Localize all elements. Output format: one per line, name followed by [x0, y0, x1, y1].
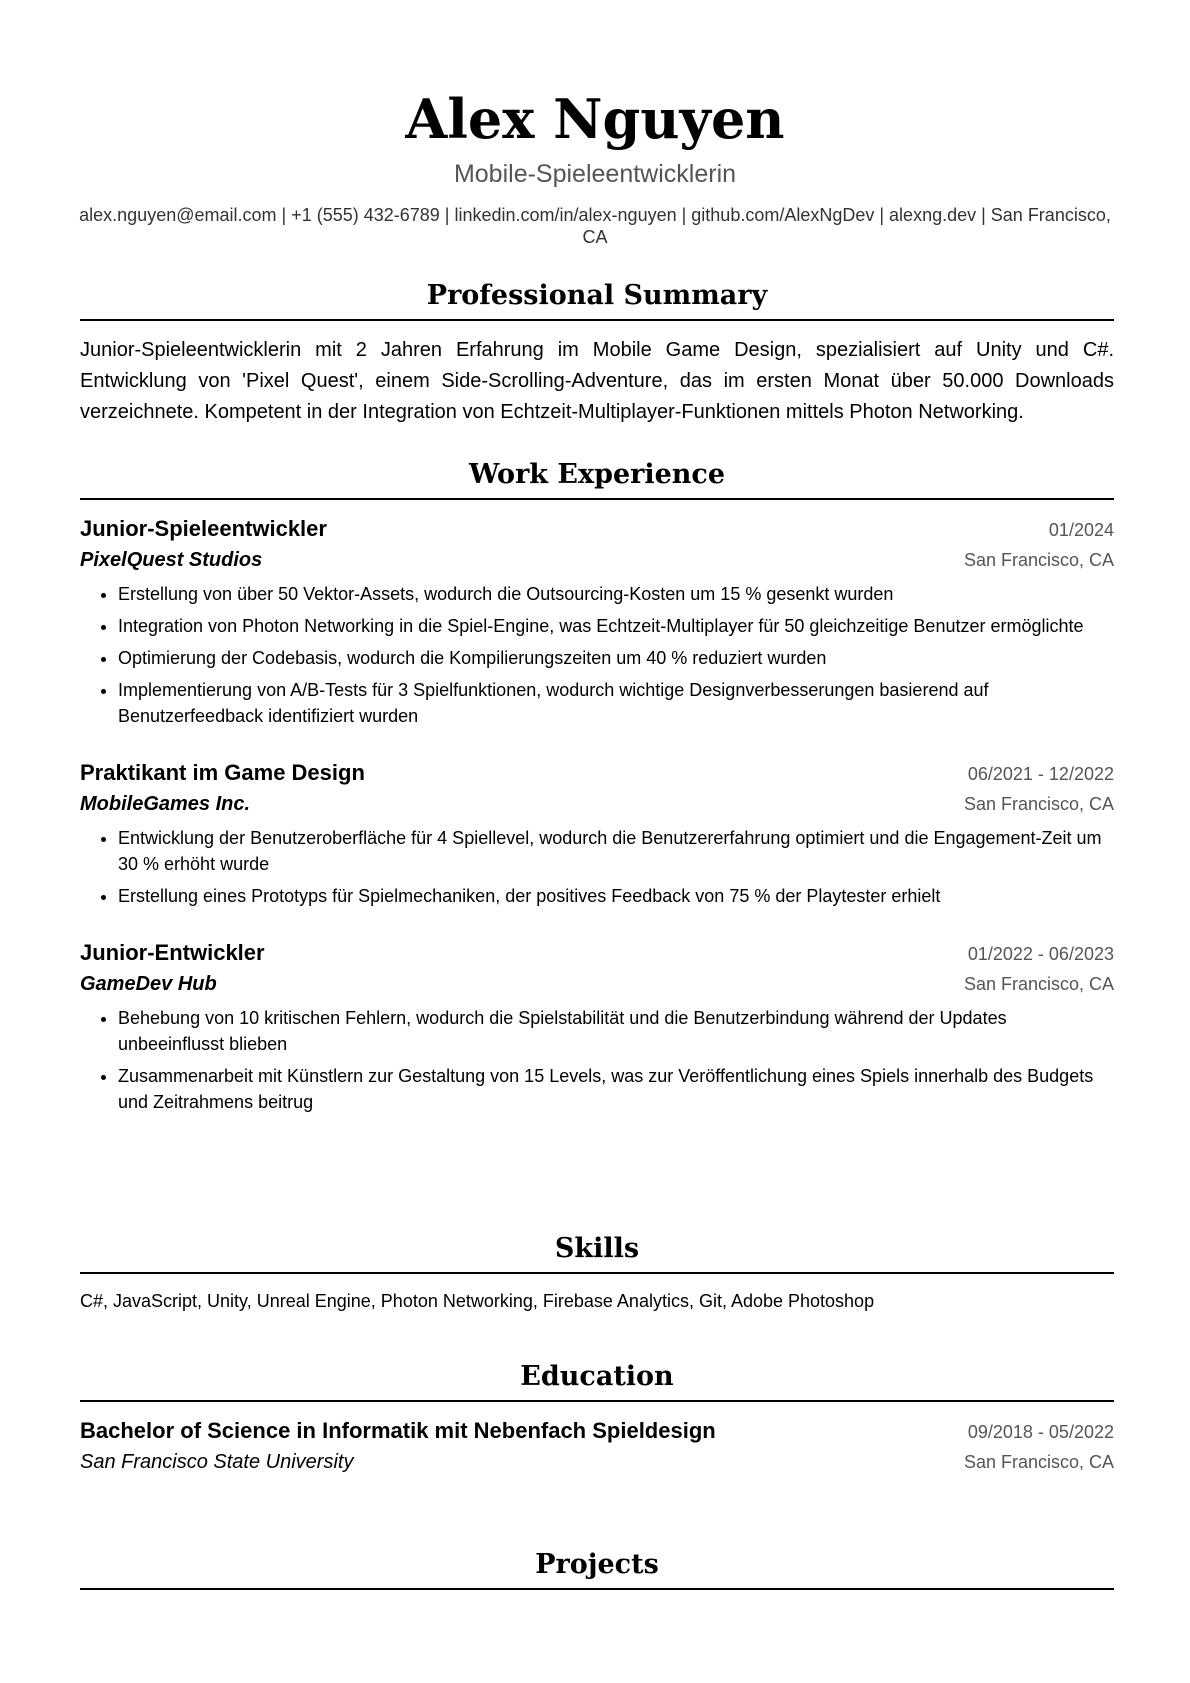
job-entry — [80, 514, 1114, 729]
job-date: 06/2021 - 12/2022 — [967, 764, 1114, 784]
job-entry — [80, 938, 1114, 1115]
job-location: San Francisco, CA — [963, 794, 1114, 814]
section-title-skills: Skills — [80, 1230, 1114, 1274]
job-entry — [80, 758, 1114, 909]
job-bullet: • Erstellung von über 50 Vektor-Assets, wodurch die Outsourcing-Kosten um 15 % gesenkt wurden — [118, 581, 1114, 607]
job-bullets — [80, 581, 1114, 729]
summary-text: Junior-Spieleentwicklerin mit 2 Jahren Erfahrung im Mobile Game Design, spezialisiert auf Unity und C#. Entwicklung von 'Pixel Quest', einem Side-Scrolling-Adventure, das im ersten Monat über 50.000 Downloads verzeichnete. Kompetent in der Integration von Echtzeit-Multiplayer-Funktionen mittels Photon Networking. — [80, 339, 1114, 423]
job-bullet: • Erstellung eines Prototyps für Spielmechaniken, der positives Feedback von 75 % der Playtester erhielt — [118, 883, 1114, 909]
candidate-name: Alex Nguyen — [405, 87, 785, 151]
job-bullets — [80, 1005, 1114, 1115]
education-entry — [80, 1416, 1114, 1477]
section-title-education: Education — [80, 1358, 1114, 1402]
section-title-projects: Projects — [80, 1546, 1114, 1590]
job-date: 01/2022 - 06/2023 — [967, 944, 1114, 964]
contact-line: alex.nguyen@email.com | +1 (555) 432-6789 | linkedin.com/in/alex-nguyen | github.com/AlexNgDev | alexng.dev | San Francisco, CA — [79, 205, 1111, 247]
resume-header — [0, 0, 1190, 248]
job-location: San Francisco, CA — [963, 974, 1114, 994]
experience-section — [80, 456, 1114, 1121]
education-location: San Francisco, CA — [963, 1452, 1114, 1472]
job-bullet: • Entwicklung der Benutzeroberfläche für 4 Spiellevel, wodurch die Benutzererfahrung optimiert und die Engagement-Zeit um 30 % erhöht wurde — [118, 825, 1114, 877]
job-title: Praktikant im Game Design — [80, 760, 365, 785]
school-name: San Francisco State University — [80, 1451, 354, 1473]
candidate-title: Mobile-Spieleentwicklerin — [453, 160, 737, 188]
job-date: 01/2024 — [1048, 520, 1114, 540]
job-title: Junior-Spieleentwickler — [80, 516, 327, 541]
skills-section — [80, 1230, 1114, 1314]
job-company: MobileGames Inc. — [80, 793, 251, 815]
job-title: Junior-Entwickler — [80, 940, 265, 965]
projects-section — [80, 1546, 1114, 1590]
education-section — [80, 1358, 1114, 1477]
job-bullet: • Integration von Photon Networking in die Spiel-Engine, was Echtzeit-Multiplayer für 50 gleichzeitige Benutzer ermöglichte — [118, 613, 1114, 639]
summary-section — [80, 277, 1114, 428]
job-bullet: • Implementierung von A/B-Tests für 3 Spielfunktionen, wodurch wichtige Designverbesserungen basierend auf Benutzerfeedback identifiziert wurden — [118, 677, 1114, 729]
job-location: San Francisco, CA — [963, 550, 1114, 570]
job-bullet: • Zusammenarbeit mit Künstlern zur Gestaltung von 15 Levels, was zur Veröffentlichung eines Spiels innerhalb des Budgets und Zeitrahmens beitrug — [118, 1063, 1114, 1115]
job-bullet: • Optimierung der Codebasis, wodurch die Kompilierungszeiten um 40 % reduziert wurden — [118, 645, 1114, 671]
job-bullet: • Behebung von 10 kritischen Fehlern, wodurch die Spielstabilität und die Benutzerbindung während der Updates unbeeinflusst blieben — [118, 1005, 1114, 1057]
degree: Bachelor of Science in Informatik mit Nebenfach Spieldesign — [80, 1418, 716, 1443]
education-date: 09/2018 - 05/2022 — [967, 1422, 1114, 1442]
section-title-summary: Professional Summary — [80, 277, 1114, 321]
job-bullets — [80, 825, 1114, 909]
skills-list: C#, JavaScript, Unity, Unreal Engine, Photon Networking, Firebase Analytics, Git, Adobe Photoshop — [80, 1291, 875, 1311]
job-company: GameDev Hub — [80, 973, 217, 995]
section-title-experience: Work Experience — [80, 456, 1114, 500]
job-company: PixelQuest Studios — [80, 549, 263, 571]
